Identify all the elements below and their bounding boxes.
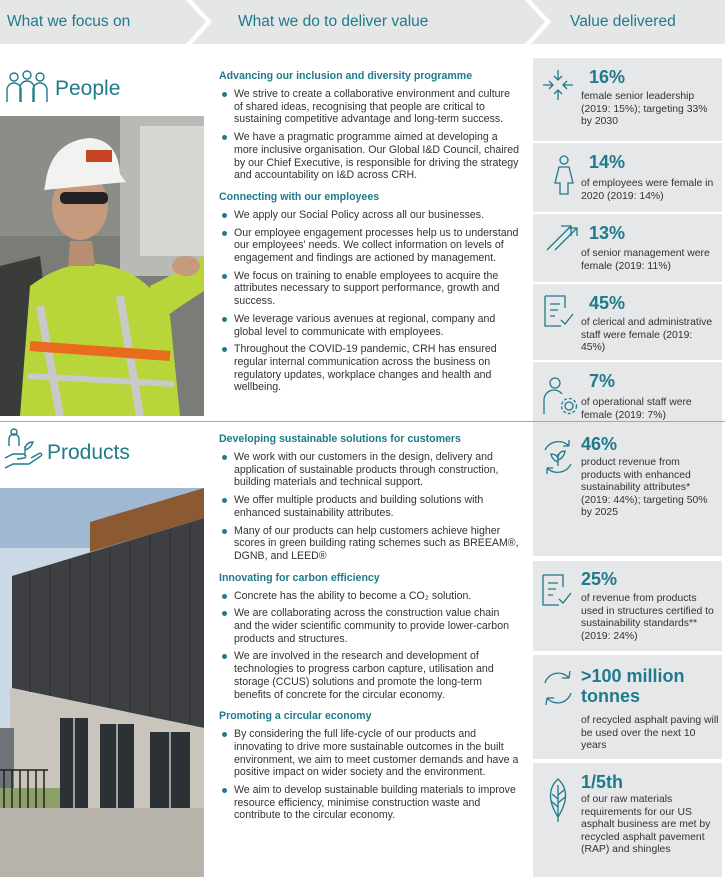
products-actions-column: [219, 433, 519, 831]
value-card: [533, 763, 722, 877]
subsection-heading: Connecting with our employees: [219, 190, 380, 203]
products-building-photo: [0, 488, 204, 877]
bullet-item: Concrete has the ability to become a CO₂ solution.: [219, 590, 519, 603]
people-actions-column: [219, 70, 519, 403]
header-deliver-label: What we do to deliver value: [238, 13, 429, 30]
column-header-band: [0, 0, 725, 44]
person-gear-icon: [541, 376, 579, 421]
recycle-leaf-icon: [539, 438, 577, 481]
subsection-heading: Developing sustainable solutions for customers: [219, 433, 461, 445]
bullet-item: Throughout the COVID-19 pandemic, CRH has ensured regular internal communication across the business on regulatory updates, workplace changes and health and wellbeing.: [219, 343, 519, 394]
bullet-item: We offer multiple products and building solutions with enhanced sustainability attributes.: [219, 494, 519, 519]
subsection-heading: Advancing our inclusion and diversity programme: [219, 70, 473, 82]
value-card: [533, 143, 722, 212]
value-description: of clerical and administrative staff were female (2019: 45%): [581, 317, 713, 353]
value-card: [533, 426, 722, 556]
header-value-label: Value delivered: [570, 13, 676, 30]
bullet-list: [219, 451, 519, 563]
people-photo: [0, 116, 204, 416]
section-divider: [0, 421, 725, 422]
header-focus-label: What we focus on: [7, 13, 131, 30]
value-card: [533, 561, 722, 651]
value-figure: 16%: [589, 67, 626, 87]
bullet-list: [219, 728, 519, 822]
bullet-item: We apply our Social Policy across all our businesses.: [219, 209, 519, 222]
value-description: of revenue from products used in structures certified to sustainability standards** (2019: 24%): [581, 593, 714, 642]
value-card: [533, 655, 722, 759]
bullet-item: We work with our customers in the design, delivery and application of sustainable products through construction, building materials and technical support.: [219, 451, 519, 489]
value-description: of our raw materials requirements for our US asphalt business are met by recycled asphalt pavement (RAP) and shingles: [581, 794, 711, 855]
value-figure: 14%: [589, 152, 626, 172]
growth-arrows-icon: [545, 222, 579, 257]
bullet-item: We focus on training to enable employees to acquire the attributes necessary to support performance, growth and success.: [219, 270, 519, 308]
recycle-icon: [539, 669, 577, 712]
people-group-icon: [4, 70, 50, 104]
people-title: People: [55, 77, 121, 100]
woman-icon: [551, 155, 577, 200]
value-description: of senior management were female (2019: 11%): [581, 248, 710, 272]
bullet-item: We aim to develop sustainable building materials to improve resource efficiency, minimise construction waste and contribute to the circular economy.: [219, 784, 519, 822]
value-description: female senior leadership (2019: 15%); targeting 33% by 2030: [581, 91, 708, 127]
arrows-converge-icon: [541, 68, 575, 107]
people-heading: [0, 68, 200, 108]
bullet-item: By considering the full life-cycle of our products and innovating to drive more sustainable outcomes in the built environment, we aim to meet customer demands and have a positive impact on wider society and the environment.: [219, 728, 519, 779]
value-figure: 7%: [589, 371, 616, 391]
bullet-item: Our employee engagement processes help us to understand our employees' needs. We collect information on levels of engagement and findings are actioned by management.: [219, 227, 519, 265]
value-figure: 45%: [589, 293, 626, 313]
bullet-item: We are involved in the research and development of technologies to progress carbon capture, utilisation and storage (CCUS) solutions and promote the long-term benefits of concrete for the circular economy.: [219, 650, 519, 701]
bullet-list: [219, 209, 519, 394]
bullet-item: We strive to create a collaborative environment and culture of shared ideas, recognising that people are critical to sustaining competitive advantage and long-term success.: [219, 88, 519, 126]
value-card: [533, 284, 722, 360]
products-heading: [0, 428, 200, 478]
value-figure: >100 million tonnes: [581, 666, 685, 706]
value-description: product revenue from products with enhanced sustainability attributes* (2019: 44%); targeting 50% by 2025: [581, 457, 708, 518]
value-card: [533, 58, 722, 141]
value-figure: 46%: [581, 434, 618, 454]
value-card: [533, 214, 722, 282]
value-figure: 25%: [581, 569, 618, 589]
subsection-heading: Innovating for carbon efficiency: [219, 571, 380, 584]
value-description: of employees were female in 2020 (2019: 14%): [581, 178, 714, 202]
value-figure: 13%: [589, 223, 626, 243]
value-figure: 1/5th: [581, 772, 624, 792]
bullet-item: We have a pragmatic programme aimed at developing a more inclusive organisation. Our Global I&D Council, chaired by our Chief Executive, is responsible for driving the strategy and accountability on I&D across CRH.: [219, 131, 519, 182]
value-description: of operational staff were female (2019: 7%): [581, 397, 692, 421]
bullet-item: We are collaborating across the construction value chain and the wider scientific community to provide lower-carbon products and structures.: [219, 607, 519, 645]
bullet-item: We leverage various avenues at regional, company and global level to communicate with employees.: [219, 313, 519, 338]
value-description: of recycled asphalt paving will be used over the next 10 years: [581, 715, 719, 751]
bullet-list: [219, 88, 519, 182]
document-check-icon: [539, 573, 573, 612]
products-title: Products: [47, 441, 130, 464]
bullet-item: Many of our products can help customers achieve higher scores in green building rating schemes such as BREEAM®, DGNB, and LEED®: [219, 525, 519, 563]
subsection-heading: Promoting a circular economy: [219, 710, 372, 723]
bullet-list: [219, 590, 519, 702]
document-check-icon: [541, 294, 575, 333]
leaf-icon: [543, 777, 573, 828]
hand-growth-icon: [3, 428, 43, 472]
